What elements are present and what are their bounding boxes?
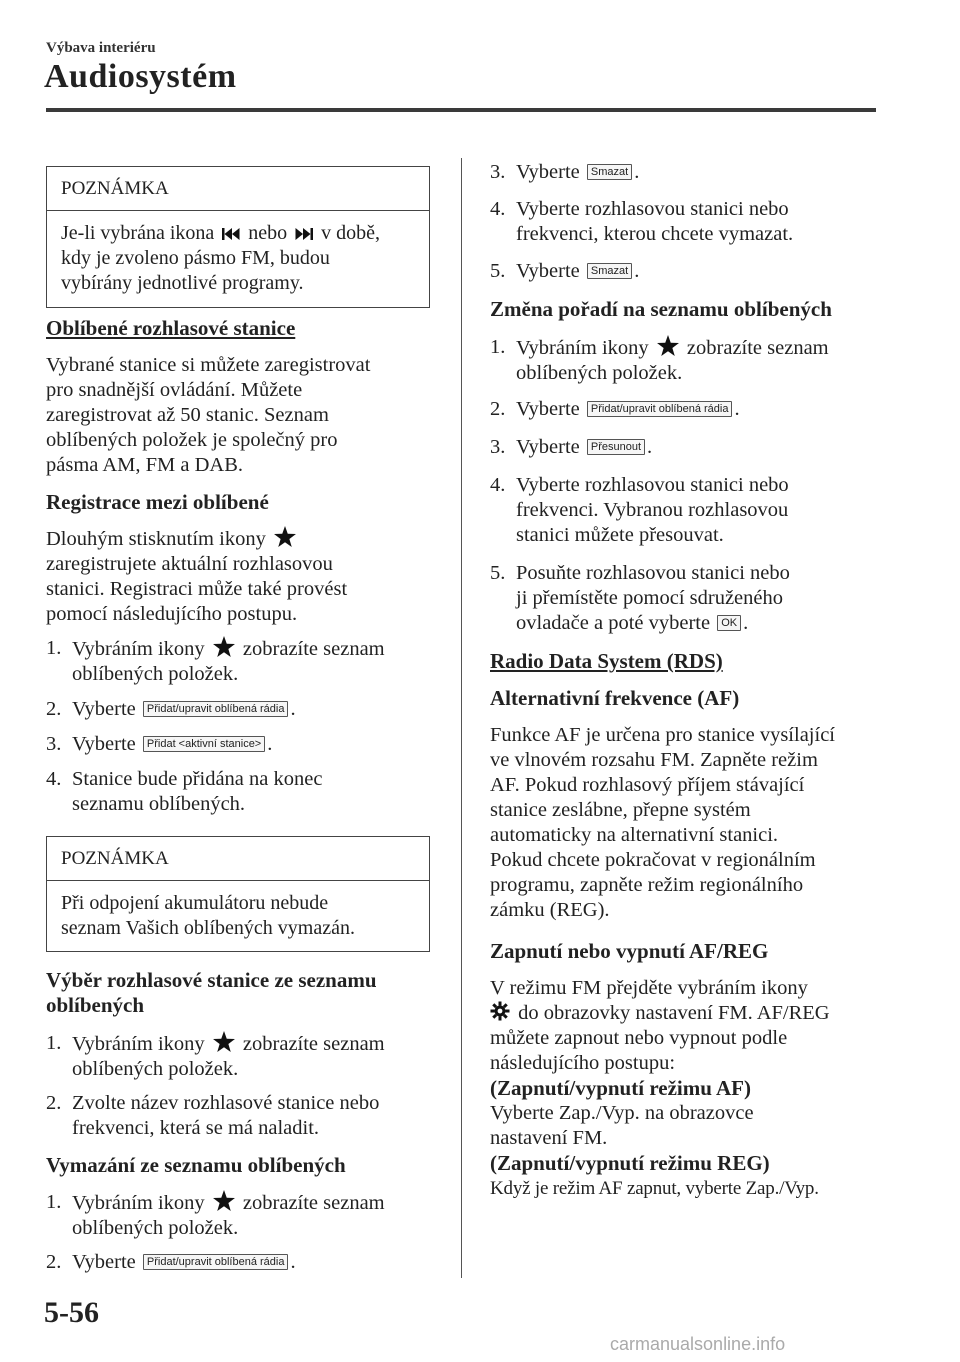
step-text: frekvenci, která se má naladit. [72, 1117, 320, 1139]
af-heading: Alternativní frekvence (AF) [490, 686, 740, 710]
step-text: zobrazíte seznam [242, 1192, 385, 1214]
note-box-1 [46, 166, 430, 308]
text-line: stanice zeslábne, přepne systém [490, 799, 751, 821]
star-icon [213, 1190, 235, 1211]
note-text: vybírány jednotlivé programy. [61, 272, 304, 294]
heading-line: Výběr rozhlasové stanice ze seznamu [46, 968, 377, 992]
step-text: Vyberte rozhlasovou stanici nebo [516, 474, 789, 496]
step-text: Vybráním ikony [516, 337, 649, 359]
af-paragraph [490, 723, 885, 923]
footer-watermark: carmanualsonline.info [610, 1334, 786, 1354]
step-text: oblíbených položek. [72, 1058, 239, 1080]
step-number: 3. [490, 161, 506, 183]
note-text: Při odpojení akumulátoru nebude [61, 892, 329, 914]
step-number: 5. [490, 260, 506, 282]
step-number: 4. [46, 768, 62, 790]
step-text: Posuňte rozhlasovou stanici nebo [516, 562, 790, 584]
add-current-station-button[interactable]: Přidat <aktivní stanice> [143, 736, 265, 752]
step-text: zobrazíte seznam [242, 1033, 385, 1055]
step-text: seznamu oblíbených. [72, 793, 246, 815]
rds-heading: Radio Data System (RDS) [490, 649, 723, 673]
text-line: zámku (REG). [490, 899, 610, 921]
star-icon [657, 335, 679, 356]
step-text: oblíbených položek. [516, 362, 683, 384]
text-line: V režimu FM přejděte vybráním ikony [490, 977, 808, 999]
step-text: Vyberte [516, 436, 580, 458]
step-number: 2. [490, 398, 506, 420]
step-number: 1. [46, 1191, 62, 1213]
text-line: nastavení FM. [490, 1127, 608, 1149]
step-number: 1. [46, 637, 62, 659]
step-number: 2. [46, 698, 62, 720]
step-number: 1. [46, 1032, 62, 1054]
step-text: ovladače a poté vyberte [516, 612, 711, 634]
star-icon [274, 526, 296, 547]
af-reg-heading: Zapnutí nebo vypnutí AF/REG [490, 939, 769, 963]
text-line: pásma AM, FM a DAB. [46, 454, 244, 476]
delete-heading: Vymazání ze seznamu oblíbených [46, 1153, 346, 1177]
header-rule [46, 108, 876, 112]
move-button[interactable]: Přesunout [587, 439, 645, 455]
step-text: stanici můžete přesouvat. [516, 524, 724, 546]
step-text: Vyberte [72, 698, 136, 720]
note-text: kdy je zvoleno pásmo FM, budou [61, 247, 330, 269]
note-text: nebo [248, 222, 288, 244]
note-text: Je-li vybrána ikona [61, 222, 215, 244]
add-edit-favorites-button[interactable]: Přidat/upravit oblíbená rádia [143, 1254, 289, 1270]
text-line: můžete zapnout nebo vypnout podle [490, 1027, 788, 1049]
step-number: 5. [490, 562, 506, 584]
af-reg-paragraph [490, 976, 885, 1201]
step-number: 3. [490, 436, 506, 458]
text-line: automaticky na alternativní stanici. [490, 824, 779, 846]
step-text: frekvenci, kterou chcete vymazat. [516, 223, 794, 245]
heading-line: oblíbených [46, 993, 145, 1017]
register-paragraph [46, 526, 436, 627]
step-text: Vyberte [516, 161, 580, 183]
seek-forward-icon [295, 227, 313, 241]
step-text: Vyberte rozhlasovou stanici nebo [516, 198, 789, 220]
text-line: Vybrané stanice si můžete zaregistrovat [46, 354, 371, 376]
note-text: v době, [321, 222, 381, 244]
step-text: ji přemístěte pomocí sdruženého [516, 587, 783, 609]
step-text: oblíbených položek. [72, 1217, 239, 1239]
star-icon [213, 1031, 235, 1052]
note-box-2 [46, 836, 430, 952]
text-line: do obrazovky nastavení FM. AF/REG [518, 1002, 830, 1024]
delete-button[interactable]: Smazat [587, 263, 632, 279]
text-line: pro snadnější ovládání. Můžete [46, 379, 303, 401]
step-text: Zvolte název rozhlasové stanice nebo [72, 1092, 380, 1114]
column-divider [461, 158, 462, 1278]
step-number: 1. [490, 336, 506, 358]
step-number: 4. [490, 474, 506, 496]
star-icon [213, 636, 235, 657]
note-body [47, 881, 429, 951]
step-text: oblíbených položek. [72, 663, 239, 685]
step-number: 2. [46, 1251, 62, 1273]
favorites-paragraph [46, 353, 436, 478]
text-line: Funkce AF je určena pro stanice vysílající [490, 724, 835, 746]
reorder-heading: Změna pořadí na seznamu oblíbených [490, 297, 832, 321]
text-line: programu, zapněte režim regionálního [490, 874, 804, 896]
text-line: ve vlnovém rozsahu FM. Zapněte režim [490, 749, 818, 771]
step-number: 3. [46, 733, 62, 755]
text-line: Když je režim AF zapnut, vyberte Zap./Vyp. [490, 1178, 819, 1199]
text-line: zaregistrovat až 50 stanic. Seznam [46, 404, 329, 426]
text-line: zaregistrujete aktuální rozhlasovou [46, 553, 333, 575]
ok-button[interactable]: OK [717, 615, 741, 631]
text-line: Vyberte Zap./Vyp. na obrazovce [490, 1102, 754, 1124]
step-text: Vybráním ikony [72, 638, 205, 660]
delete-button[interactable]: Smazat [587, 164, 632, 180]
step-text: zobrazíte seznam [242, 638, 385, 660]
add-edit-favorites-button[interactable]: Přidat/upravit oblíbená rádia [143, 701, 289, 717]
page-title: Audiosystém [44, 58, 237, 95]
reg-subheading: (Zapnutí/vypnutí režimu REG) [490, 1151, 770, 1175]
text-line: Pokud chcete pokračovat v regionálním [490, 849, 816, 871]
add-edit-favorites-button[interactable]: Přidat/upravit oblíbená rádia [587, 401, 733, 417]
step-number: 2. [46, 1092, 62, 1114]
text-line: stanici. Registraci může také provést [46, 578, 348, 600]
note-title: POZNÁMKA [47, 837, 429, 881]
favorites-heading: Oblíbené rozhlasové stanice [46, 316, 296, 340]
text-line: Dlouhým stisknutím ikony [46, 528, 266, 550]
seek-back-icon [222, 227, 240, 241]
section-label: Výbava interiéru [46, 40, 156, 56]
select-heading [46, 968, 446, 1018]
step-text: Vyberte [72, 733, 136, 755]
text-line: oblíbených položek je společný pro [46, 429, 338, 451]
gear-icon [490, 1001, 510, 1021]
step-text: Vyberte [72, 1251, 136, 1273]
note-text: seznam Vašich oblíbených vymazán. [61, 917, 355, 939]
page-number: 5-56 [44, 1296, 99, 1329]
step-text: zobrazíte seznam [686, 337, 829, 359]
step-text: Vybráním ikony [72, 1033, 205, 1055]
text-line: AF. Pokud rozhlasový příjem stávající [490, 774, 805, 796]
text-line: následujícího postupu: [490, 1052, 676, 1074]
step-text: Vybráním ikony [72, 1192, 205, 1214]
note-body [47, 211, 429, 306]
step-text: Vyberte [516, 398, 580, 420]
register-heading: Registrace mezi oblíbené [46, 490, 269, 514]
step-text: Stanice bude přidána na konec [72, 768, 323, 790]
step-number: 4. [490, 198, 506, 220]
text-line: pomocí následujícího postupu. [46, 603, 298, 625]
step-text: frekvenci. Vybranou rozhlasovou [516, 499, 789, 521]
step-text: Vyberte [516, 260, 580, 282]
af-subheading: (Zapnutí/vypnutí režimu AF) [490, 1076, 751, 1100]
note-title: POZNÁMKA [47, 167, 429, 211]
